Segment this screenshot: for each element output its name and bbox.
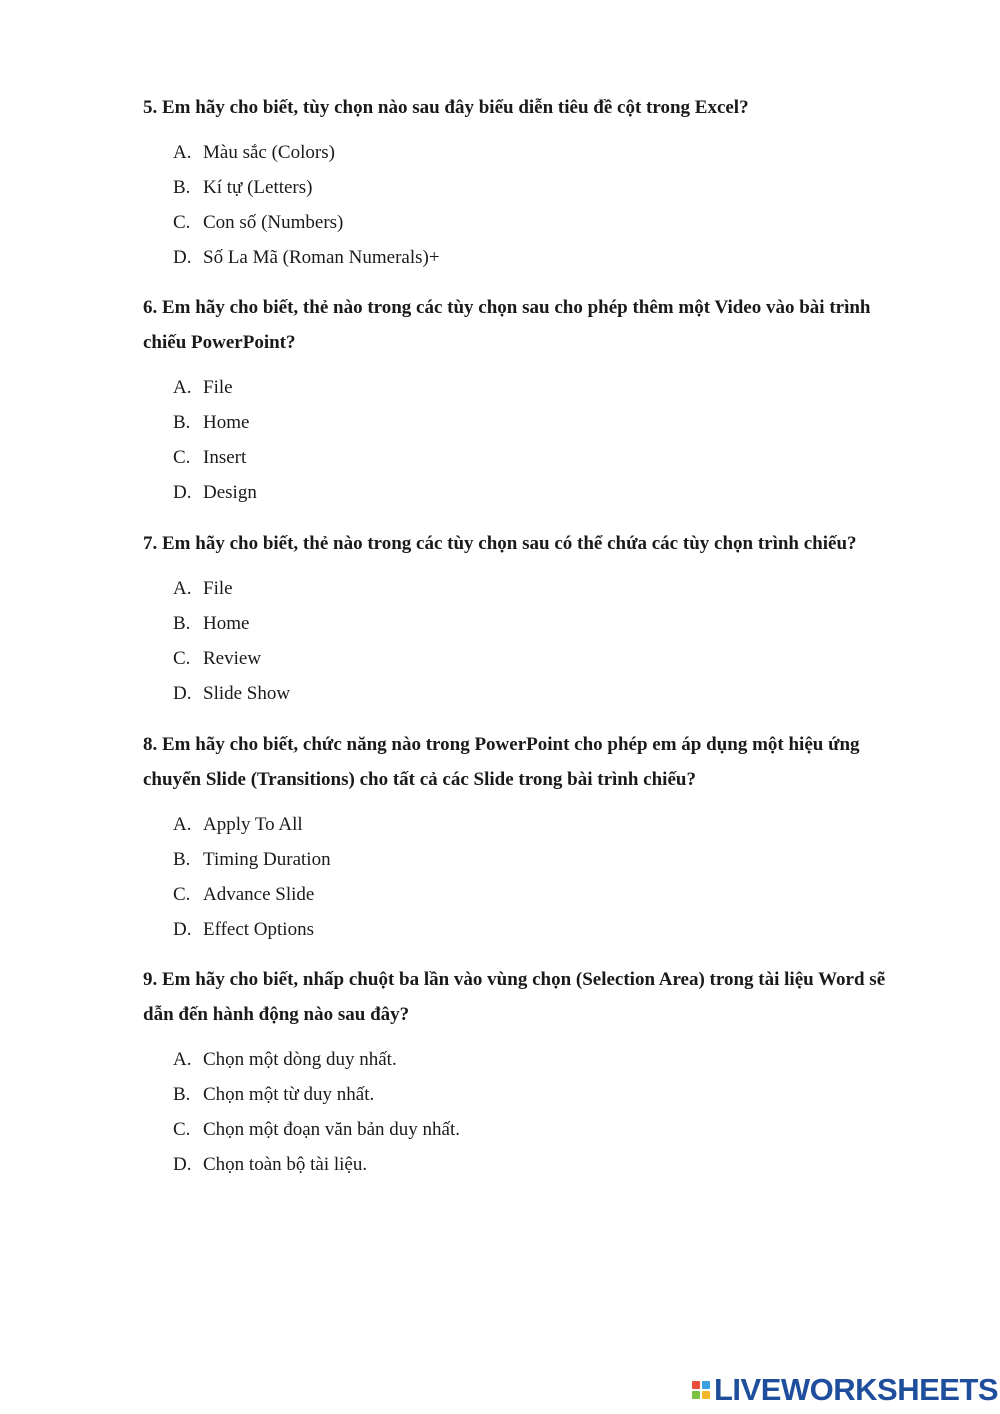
- question-text: 8. Em hãy cho biết, chức năng nào trong PowerPoint cho phép em áp dụng một hiệu ứng chuyển Slide (Transitions) cho tất cả các Slide trong bài trình chiếu?: [143, 734, 860, 790]
- question-5: [143, 90, 913, 275]
- option-b[interactable]: B. Home: [173, 412, 250, 433]
- options-list: [173, 135, 913, 275]
- option-c[interactable]: C. Con số (Numbers): [173, 212, 344, 233]
- question-text: 5. Em hãy cho biết, tùy chọn nào sau đây biểu diễn tiêu đề cột trong Excel?: [143, 97, 749, 118]
- option-d[interactable]: D. Slide Show: [173, 683, 291, 704]
- option-d[interactable]: D. Design: [173, 482, 257, 503]
- options-list: [173, 807, 913, 947]
- option-c[interactable]: C. Insert: [173, 447, 247, 468]
- option-b[interactable]: B. Home: [173, 613, 250, 634]
- logo-square-yellow: [702, 1391, 710, 1399]
- option-c[interactable]: C. Review: [173, 648, 262, 669]
- options-list: [173, 370, 913, 510]
- question-9: [143, 962, 913, 1182]
- options-list: [173, 571, 913, 711]
- option-a[interactable]: A. File: [173, 578, 233, 599]
- logo-square-red: [692, 1381, 700, 1389]
- option-c[interactable]: C. Chọn một đoạn văn bản duy nhất.: [173, 1119, 460, 1140]
- option-a[interactable]: A. Màu sắc (Colors): [173, 142, 335, 163]
- question-text: 7. Em hãy cho biết, thẻ nào trong các tùy chọn sau có thể chứa các tùy chọn trình chiếu?: [143, 533, 857, 554]
- option-d[interactable]: D. Effect Options: [173, 919, 314, 940]
- option-a[interactable]: A. File: [173, 377, 233, 398]
- option-c[interactable]: C. Advance Slide: [173, 884, 315, 905]
- question-text: 6. Em hãy cho biết, thẻ nào trong các tùy chọn sau cho phép thêm một Video vào bài trình chiếu PowerPoint?: [143, 297, 871, 353]
- option-b[interactable]: B. Chọn một từ duy nhất.: [173, 1084, 375, 1105]
- question-8: [143, 727, 913, 947]
- question-7: [143, 526, 913, 711]
- option-d[interactable]: D. Số La Mã (Roman Numerals)+: [173, 247, 440, 268]
- liveworksheets-logo-icon: [692, 1381, 710, 1399]
- option-a[interactable]: A. Apply To All: [173, 814, 303, 835]
- question-6: [143, 290, 913, 510]
- option-d[interactable]: D. Chọn toàn bộ tài liệu.: [173, 1154, 368, 1175]
- logo-text: LIVEWORKSHEETS: [714, 1372, 999, 1407]
- options-list: [173, 1042, 913, 1182]
- logo-square-blue: [702, 1381, 710, 1389]
- option-b[interactable]: B. Kí tự (Letters): [173, 177, 313, 198]
- question-text: 9. Em hãy cho biết, nhấp chuột ba lần vào vùng chọn (Selection Area) trong tài liệu Word sẽ dẫn đến hành động nào sau đây?: [143, 969, 886, 1025]
- option-b[interactable]: B. Timing Duration: [173, 849, 331, 870]
- logo-square-green: [692, 1391, 700, 1399]
- liveworksheets-logo: [692, 1373, 998, 1407]
- option-a[interactable]: A. Chọn một dòng duy nhất.: [173, 1049, 397, 1070]
